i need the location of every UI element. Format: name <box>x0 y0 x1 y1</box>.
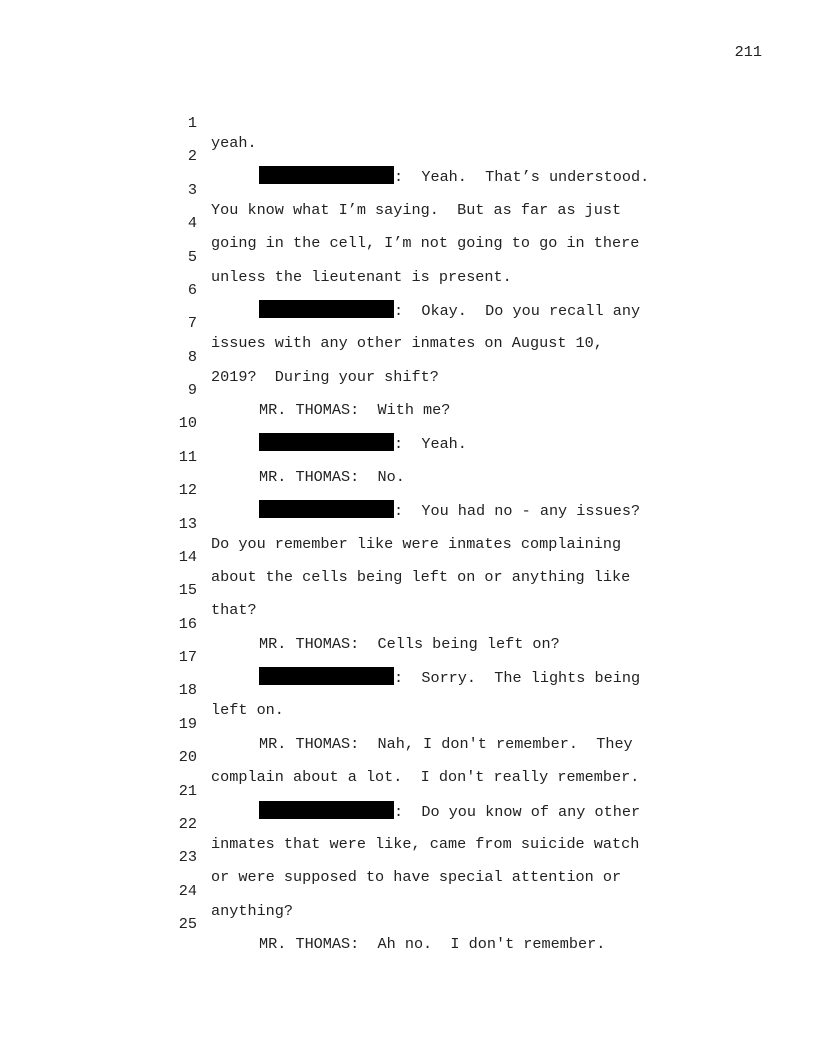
line-text: MR. THOMAS: Nah, I don't remember. They <box>259 734 633 753</box>
transcript-line <box>0 126 816 187</box>
line-number: 5 <box>187 247 197 266</box>
line-number: 4 <box>187 214 197 233</box>
line-text: inmates that were like, came from suicide watch <box>211 834 640 853</box>
transcript-line <box>0 460 816 521</box>
line-text: MR. THOMAS: Cells being left on? <box>259 634 560 653</box>
line-text: going in the cell, I’m not going to go in there <box>211 234 640 253</box>
line-number: 16 <box>178 614 197 633</box>
transcript-line <box>0 594 816 653</box>
line-text: 2019? During your shift? <box>211 367 439 386</box>
transcript-line <box>0 93 816 152</box>
transcript-line <box>0 894 816 953</box>
line-text: or were supposed to have special attention or <box>211 868 622 887</box>
transcript-line <box>0 861 816 920</box>
line-text: : You had no - any issues? <box>394 502 641 521</box>
line-number: 20 <box>178 748 197 767</box>
line-number: 14 <box>178 547 197 566</box>
line-number: 21 <box>178 781 197 800</box>
line-text: MR. THOMAS: With me? <box>259 401 451 419</box>
line-text: MR. THOMAS: No. <box>259 467 405 486</box>
line-text: MR. THOMAS: Ah no. I don't remember. <box>259 935 606 953</box>
line-text: anything? <box>211 901 294 920</box>
line-text: unless the lieutenant is present. <box>211 267 512 286</box>
transcript-line <box>0 727 816 787</box>
line-number: 1 <box>187 114 197 132</box>
line-number: 22 <box>178 814 197 833</box>
transcript-line <box>0 627 816 687</box>
line-number: 15 <box>178 581 197 600</box>
line-number: 12 <box>178 481 197 500</box>
line-number: 18 <box>178 681 197 700</box>
transcript-line <box>0 227 816 286</box>
line-text: : Yeah. That’s understood. <box>394 168 650 187</box>
transcript-line <box>0 193 816 253</box>
line-number: 13 <box>178 514 197 533</box>
line-text: : Sorry. The lights being <box>394 669 641 687</box>
line-number: 8 <box>187 347 197 366</box>
line-text: You know what I’m saying. But as far as just <box>211 200 622 219</box>
line-text: that? <box>211 601 257 620</box>
transcript-line <box>0 794 816 853</box>
line-number: 9 <box>187 381 197 399</box>
line-number: 2 <box>187 147 197 166</box>
transcript-line <box>0 494 816 553</box>
transcript-line <box>0 360 816 419</box>
line-number: 7 <box>187 314 197 333</box>
line-text: Do you remember like were inmates complaining <box>211 534 622 553</box>
transcript-line <box>0 560 816 620</box>
transcript-line <box>0 160 816 219</box>
line-text: : Okay. Do you recall any <box>394 301 641 320</box>
line-text: left on. <box>211 701 284 720</box>
transcript-line <box>0 827 816 887</box>
line-number: 11 <box>178 447 197 466</box>
transcript-line <box>0 260 816 320</box>
transcript-body <box>0 93 816 953</box>
line-text: complain about a lot. I don't really remember. <box>211 768 640 787</box>
line-text: yeah. <box>211 134 257 152</box>
line-text: about the cells being left on or anything like <box>211 567 631 586</box>
transcript-line <box>0 427 816 486</box>
line-number: 10 <box>178 414 197 433</box>
speaker-line <box>211 934 605 954</box>
transcript-line <box>0 660 816 720</box>
line-text: : Do you know of any other <box>394 802 641 821</box>
line-number: 6 <box>187 280 197 299</box>
line-number: 25 <box>178 915 197 933</box>
transcript-line <box>0 293 816 353</box>
line-number: 19 <box>178 714 197 733</box>
transcript-line <box>0 327 816 386</box>
line-number: 17 <box>178 648 197 666</box>
page-number: 211 <box>734 43 762 61</box>
transcript-line <box>0 694 816 753</box>
line-number: 24 <box>178 881 197 900</box>
line-text: : Yeah. <box>394 435 467 454</box>
transcript-line <box>0 761 816 821</box>
line-text: issues with any other inmates on August 10, <box>211 334 603 353</box>
transcript-line <box>0 527 816 586</box>
transcript-line <box>0 393 816 454</box>
line-number: 3 <box>187 180 197 199</box>
line-number: 23 <box>178 848 197 867</box>
